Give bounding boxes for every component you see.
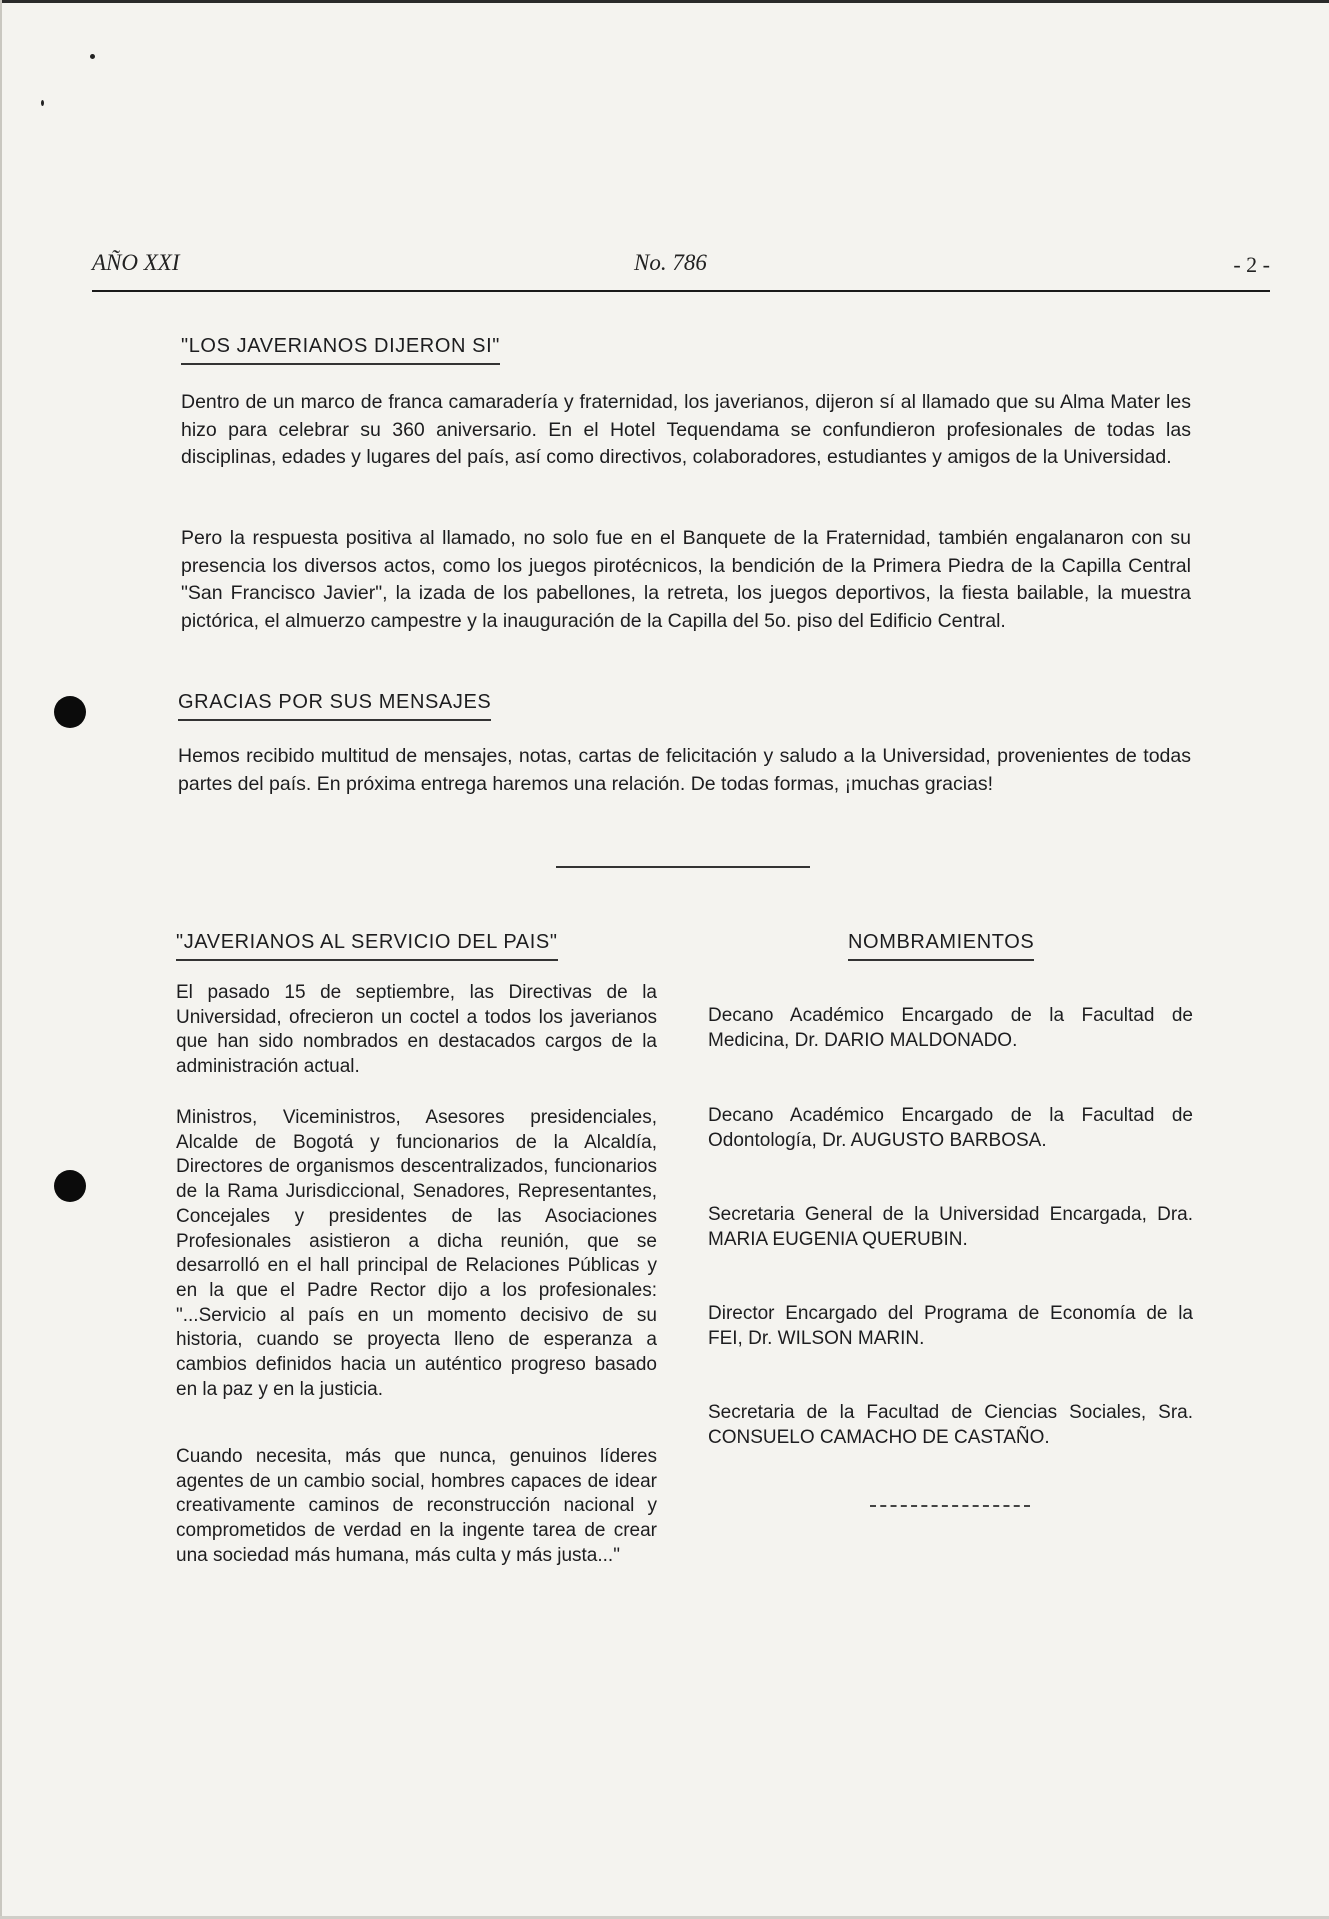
section-title-servicio-del-pais [176, 929, 558, 955]
header-rule [92, 290, 1270, 292]
appointment-economia: Director Encargado del Programa de Economía de la FEI, Dr. WILSON MARIN. [708, 1303, 1193, 1349]
section-title-gracias [178, 689, 491, 715]
title-underline [848, 959, 1034, 961]
section-title-text: "LOS JAVERIANOS DIJERON SI" [181, 335, 500, 357]
page-number: - 2 - [1233, 252, 1270, 277]
paragraph-messages: Hemos recibido multitud de mensajes, notas, cartas de felicitación y saludo a la Universidad, provenientes de todas partes del país. En próxima entrega haremos una relación. De todas formas, ¡muchas gracias! [178, 745, 1191, 795]
section-title-text: NOMBRAMIENTOS [848, 931, 1035, 953]
issue-number: No. 786 [634, 250, 707, 275]
appointment-medicina: Decano Académico Encargado de la Facultad de Medicina, Dr. DARIO MALDONADO. [708, 1005, 1193, 1051]
paragraph-attendees: Ministros, Viceministros, Asesores presidenciales, Alcalde de Bogotá y funcionarios de la Alcaldía, Directores de organismos descentralizados, funcionarios de la Rama Jurisdiccional, Senadores, Representantes, Concejales y presidentes de las Asociaciones Profesionales asistieron a dicha reunión, que se desarrolló en el hall principal de Relaciones Públicas y en la que el Padre Rector dijo a los profesionales: "...Servicio al país en un momento decisivo de su historia, cuando se proyecta lleno de esperanza a cambios definidos hacia un auténtico progreso basado en la paz y en la justicia. [176, 1107, 657, 1400]
title-underline [181, 363, 500, 365]
paragraph-events: Pero la respuesta positiva al llamado, no solo fue en el Banquete de la Fraternidad, también engalanaron con su presencia los diversos actos, como los juegos pirotécnicos, la bendición de la Primera Piedra de la Capilla Central "San Francisco Javier", la izada de los pabellones, la retreta, los juegos deportivos, la fiesta bailable, la muestra pictórica, el almuerzo campestre y la inauguración de la Capilla del 5o. piso del Edificio Central. [181, 527, 1191, 632]
appointment-odontologia: Decano Académico Encargado de la Facultad de Odontología, Dr. AUGUSTO BARBOSA. [708, 1105, 1193, 1151]
page-left-edge [0, 0, 2, 1919]
paragraph-coctel: El pasado 15 de septiembre, las Directivas de la Universidad, ofrecieron un coctel a todos los javerianos que han sido nombrados en destacados cargos de la administración actual. [176, 982, 657, 1078]
appointments-separator [870, 1505, 1030, 1507]
binder-hole [54, 1170, 86, 1202]
year-label: AÑO XXI [92, 250, 180, 275]
appointment-ciencias-sociales: Secretaria de la Facultad de Ciencias Sociales, Sra. CONSUELO CAMACHO DE CASTAÑO. [708, 1402, 1193, 1448]
section-title-javerianos-dijeron-si [181, 333, 500, 359]
page-header [92, 248, 1270, 282]
paragraph-celebration: Dentro de un marco de franca camaradería y fraternidad, los javerianos, dijeron sí al llamado que su Alma Mater les hizo para celebrar su 360 aniversario. En el Hotel Tequendama se confundieron profesionales de todas las disciplinas, edades y lugares del país, así como directivos, colaboradores, estudiantes y amigos de la Universidad. [181, 391, 1191, 468]
section-title-text: "JAVERIANOS AL SERVICIO DEL PAIS" [176, 931, 558, 953]
section-title-nombramientos [848, 929, 1034, 955]
page-top-edge [0, 0, 1329, 3]
paragraph-quote: Cuando necesita, más que nunca, genuinos líderes agentes de un cambio social, hombres capaces de idear creativamente caminos de reconstrucción nacional y comprometidos de verdad en la ingente tarea de crear una sociedad más humana, más culta y más justa..." [176, 1446, 657, 1566]
section-separator [556, 866, 810, 868]
appointment-secretaria-general: Secretaria General de la Universidad Encargada, Dra. MARIA EUGENIA QUERUBIN. [708, 1204, 1193, 1250]
scan-speck [90, 54, 95, 59]
section-title-text: GRACIAS POR SUS MENSAJES [178, 691, 492, 713]
title-underline [176, 959, 558, 961]
scan-speck [41, 100, 44, 106]
title-underline [178, 719, 491, 721]
binder-hole [54, 696, 86, 728]
